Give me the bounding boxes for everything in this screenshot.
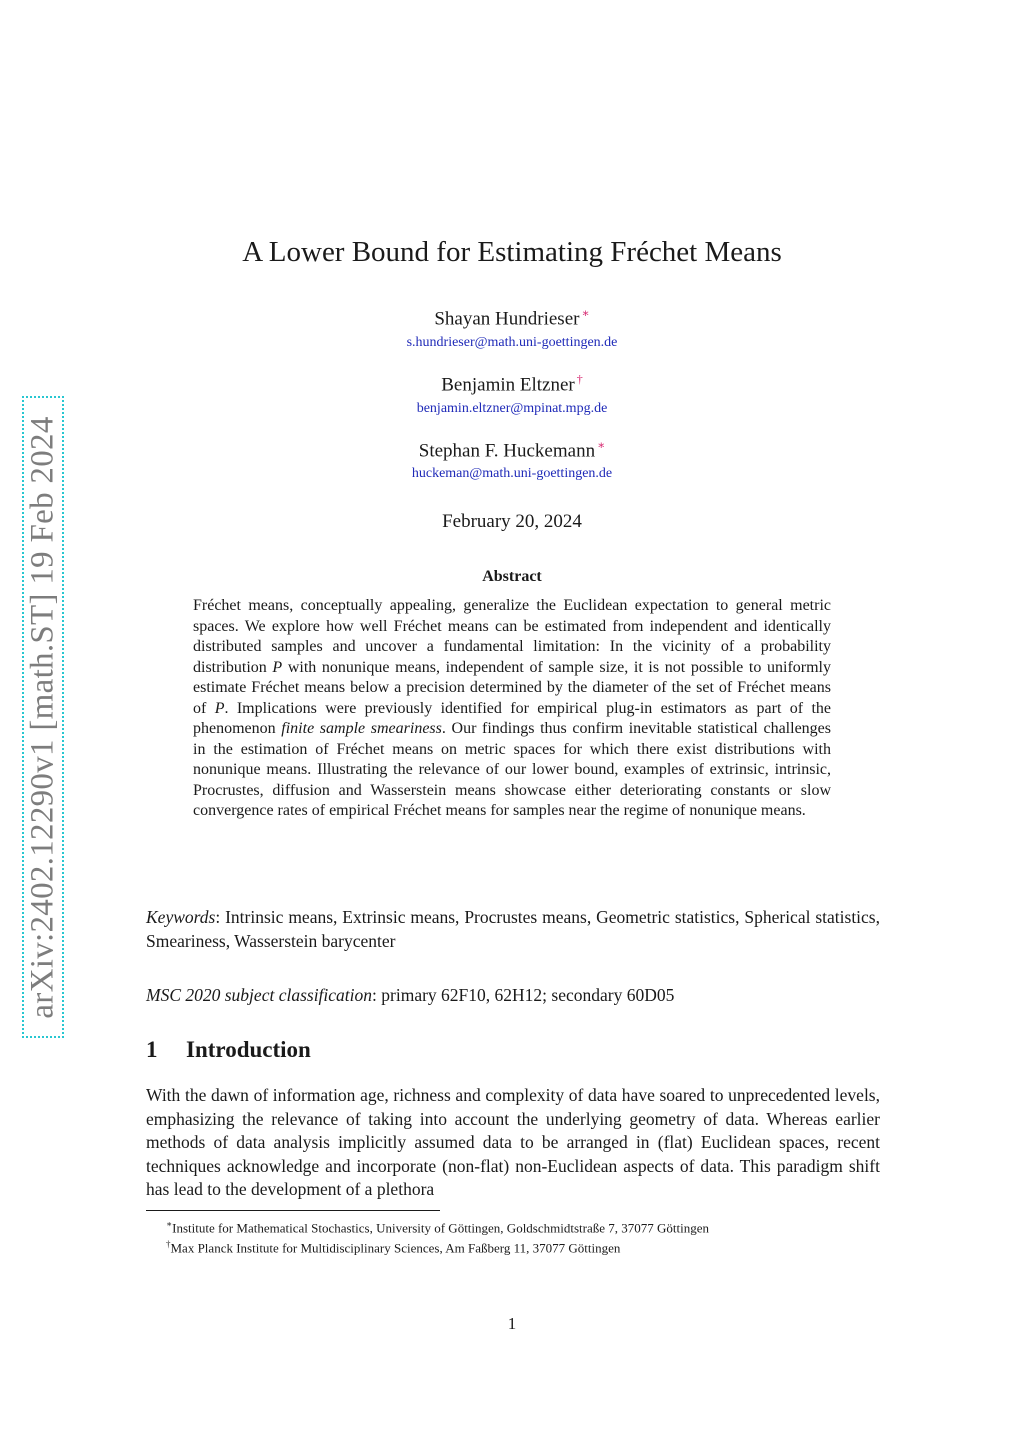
section-heading-introduction: [146, 1037, 311, 1063]
emphasis-term: finite sample smeariness: [281, 720, 442, 737]
msc-classification: [146, 984, 880, 1008]
abstract-text: Fréchet means, conceptually appealing, generalize the Euclidean expectation to general metric spaces. We explore how well Fréchet means can be estimated from independent and identically distributed samples and uncover a fundamental limitation: In the vicinity of a probability distribution P with nonunique means, independent of sample size, it is not possible to uniformly estimate Fréchet means below a precision determined by the diameter of the set of Fréchet means of P. Implications were previously identified for empirical plug-in estimators as part of the phenomenon finite sample smeariness. Our findings thus confirm inevitable statistical challenges in the estimation of Fréchet means on metric spaces for which there exist distributions with nonunique means. Illustrating the relevance of our lower bound, examples of extrinsic, intrinsic, Procrustes, diffusion and Wasserstein means showcase either deteriorating constants or slow convergence rates of empirical Fréchet means for samples near the regime of nonunique means.: [193, 597, 832, 819]
footnote-1-mark: ∗: [166, 1219, 173, 1229]
arxiv-identifier-text: arXiv:2402.12290v1 [math.ST] 19 Feb 2024: [24, 415, 61, 1019]
keywords-label: Keywords: [146, 907, 216, 927]
variable-p: P: [272, 658, 283, 676]
msc-label: MSC 2020 subject classification: [146, 985, 373, 1005]
introduction-paragraph: With the dawn of information age, richness and complexity of data have soared to unprecedented levels, emphasizing the relevance of taking into account the underlying geometry of data. Whereas earlier methods of data analysis implicitly assumed data to be arranged in (flat) Euclidean spaces, recent techniques acknowledge and incorporate (non-flat) non-Euclidean aspects of data. This paradigm shift has lead to the development of a plethora: [146, 1085, 880, 1199]
author-2-name: Benjamin Eltzner: [441, 374, 575, 396]
page-number: 1: [507, 1314, 517, 1333]
footnote-1-text: Institute for Mathematical Stochastics, University of Göttingen, Goldschmidtstraße 7, 37077 Göttingen: [172, 1220, 710, 1236]
footnote-2-mark: †: [166, 1239, 171, 1249]
author-2: [0, 372, 1024, 396]
paper-title: A Lower Bound for Estimating Fréchet Means: [242, 236, 782, 268]
author-1-mark[interactable]: ∗: [581, 306, 590, 320]
footnote-1: [166, 1216, 709, 1236]
footnote-2: [166, 1236, 620, 1256]
author-2-mark[interactable]: †: [576, 372, 583, 386]
author-1-email[interactable]: s.hundrieser@math.uni-goettingen.de: [406, 335, 618, 350]
author-1: [0, 306, 1024, 330]
author-2-email[interactable]: benjamin.eltzner@mpinat.mpg.de: [416, 401, 608, 416]
footnote-2-text: Max Planck Institute for Multidisciplinary Sciences, Am Faßberg 11, 37077 Göttingen: [170, 1240, 621, 1256]
section-number: 1: [146, 1037, 158, 1062]
section-title: Introduction: [186, 1037, 311, 1062]
keywords-text: : Intrinsic means, Extrinsic means, Procrustes means, Geometric statistics, Spherical statistics, Smeariness, Wasserstein barycenter: [146, 907, 880, 951]
author-3-mark[interactable]: ∗: [597, 438, 606, 452]
author-3-email[interactable]: huckeman@math.uni-goettingen.de: [411, 466, 613, 481]
abstract-heading: Abstract: [482, 568, 542, 585]
footnote-rule: [146, 1210, 440, 1211]
author-3-name: Stephan F. Huckemann: [418, 440, 596, 462]
variable-p: P: [214, 699, 225, 717]
msc-text: : primary 62F10, 62H12; secondary 60D05: [372, 985, 675, 1005]
publication-date: February 20, 2024: [442, 511, 582, 532]
author-3: [0, 438, 1024, 462]
arxiv-identifier: [22, 396, 64, 1038]
author-1-name: Shayan Hundrieser: [434, 308, 580, 330]
keywords: [146, 906, 880, 953]
